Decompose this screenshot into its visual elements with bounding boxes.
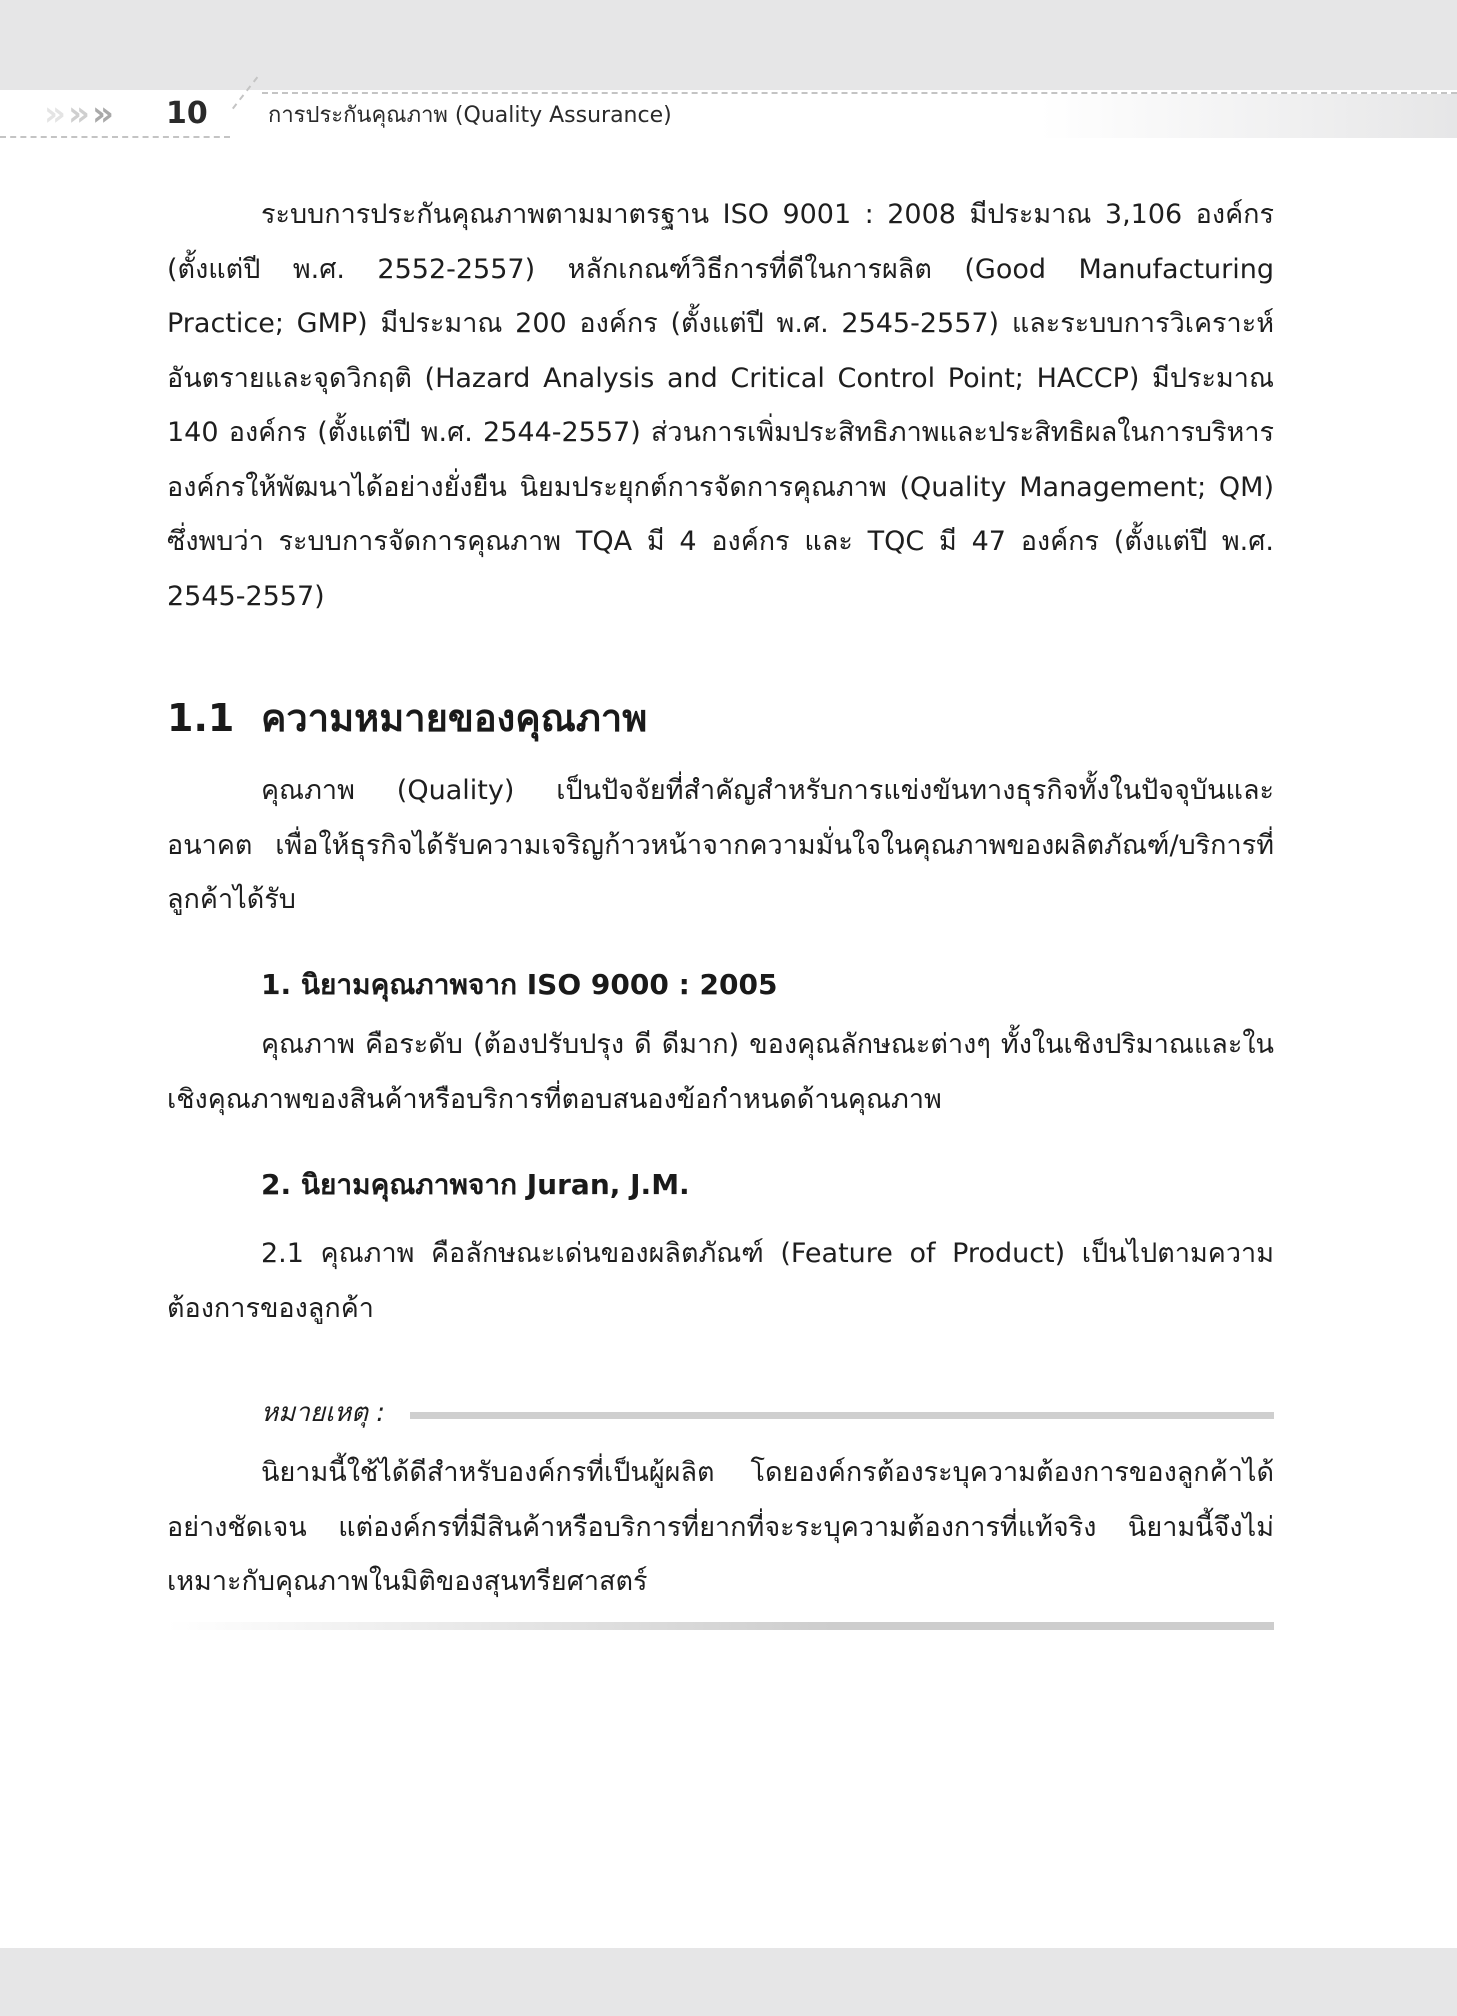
- definition-heading-iso: 1. นิยามคุณภาพจาก ISO 9000 : 2005: [261, 968, 778, 1001]
- note-block: [167, 1446, 1274, 1610]
- note-rule-bottom: [167, 1622, 1274, 1630]
- note-rule-top: [410, 1412, 1274, 1419]
- intro-paragraph: ระบบการประกันคุณภาพตามมาตรฐาน ISO 9001 : 2008 มีประมาณ 3,106 องค์กร (ตั้งแต่ปี พ.ศ. 2552-2557) หลักเกณฑ์วิธีการที่ดีในการผลิต (Good Manufacturing Practice; GMP) มีประมาณ 200 องค์กร (ตั้งแต่ปี พ.ศ. 2545-2557) และระบบการวิเคราะห์อันตรายและจุดวิกฤติ (Hazard Analysis and Critical Control Point; HACCP) มีประมาณ 140 องค์กร (ตั้งแต่ปี พ.ศ. 2544-2557) ส่วนการเพิ่มประสิทธิภาพและประสิทธิผลในการบริหารองค์กรให้พัฒนาได้อย่างยั่งยืน นิยมประยุกต์การจัดการคุณภาพ (Quality Management; QM) ซึ่งพบว่า ระบบการจัดการคุณภาพ TQA มี 4 องค์กร และ TQC มี 47 องค์กร (ตั้งแต่ปี พ.ศ. 2545-2557): [167, 199, 1274, 612]
- section-paragraph: คุณภาพ (Quality) เป็นปัจจัยที่สำคัญสำหรับการแข่งขันทางธุรกิจทั้งในปัจจุบันและอนาคต เพื่อให้ธุรกิจได้รับความเจริญก้าวหน้าจากความมั่นใจในคุณภาพของผลิตภัณฑ์/บริการที่ลูกค้าได้รับ: [167, 775, 1274, 915]
- top-margin-band: [0, 0, 1457, 90]
- header-dashed-rule-left: [0, 136, 230, 138]
- section-intro-block: [167, 764, 1274, 928]
- definition-heading-juran: 2. นิยามคุณภาพจาก Juran, J.M.: [261, 1168, 690, 1201]
- definition-text-iso: คุณภาพ คือระดับ (ต้องปรับปรุง ดี ดีมาก) ของคุณลักษณะต่างๆ ทั้งในเชิงปริมาณและในเชิงคุณภาพของสินค้าหรือบริการที่ตอบสนองข้อกำหนดด้านคุณภาพ: [167, 1029, 1274, 1115]
- chevron-right-icon: » » »: [44, 94, 110, 134]
- page-header: [0, 90, 1457, 138]
- section-number: 1.1: [167, 696, 235, 740]
- page-number: 10: [166, 96, 208, 131]
- definition-block-iso: [167, 1018, 1274, 1127]
- section-heading: [167, 688, 647, 748]
- intro-block: [167, 188, 1274, 624]
- definition-text-juran: 2.1 คุณภาพ คือลักษณะเด่นของผลิตภัณฑ์ (Feature of Product) เป็นไปตามความต้องการของลูกค้า: [167, 1238, 1274, 1324]
- note-label: หมายเหตุ :: [261, 1398, 386, 1428]
- section-title: ความหมายของคุณภาพ: [261, 696, 648, 740]
- header-gradient: [1040, 94, 1457, 138]
- running-title: การประกันคุณภาพ (Quality Assurance): [268, 103, 672, 128]
- definition-block-juran: [167, 1227, 1274, 1336]
- note-text: นิยามนี้ใช้ได้ดีสำหรับองค์กรที่เป็นผู้ผลิต โดยองค์กรต้องระบุความต้องการของลูกค้าได้อย่างชัดเจน แต่องค์กรที่มีสินค้าหรือบริการที่ยากที่จะระบุความต้องการที่แท้จริง นิยามนี้จึงไม่เหมาะกับคุณภาพในมิติของสุนทรียศาสตร์: [167, 1457, 1274, 1597]
- bottom-margin-band: [0, 1948, 1457, 2016]
